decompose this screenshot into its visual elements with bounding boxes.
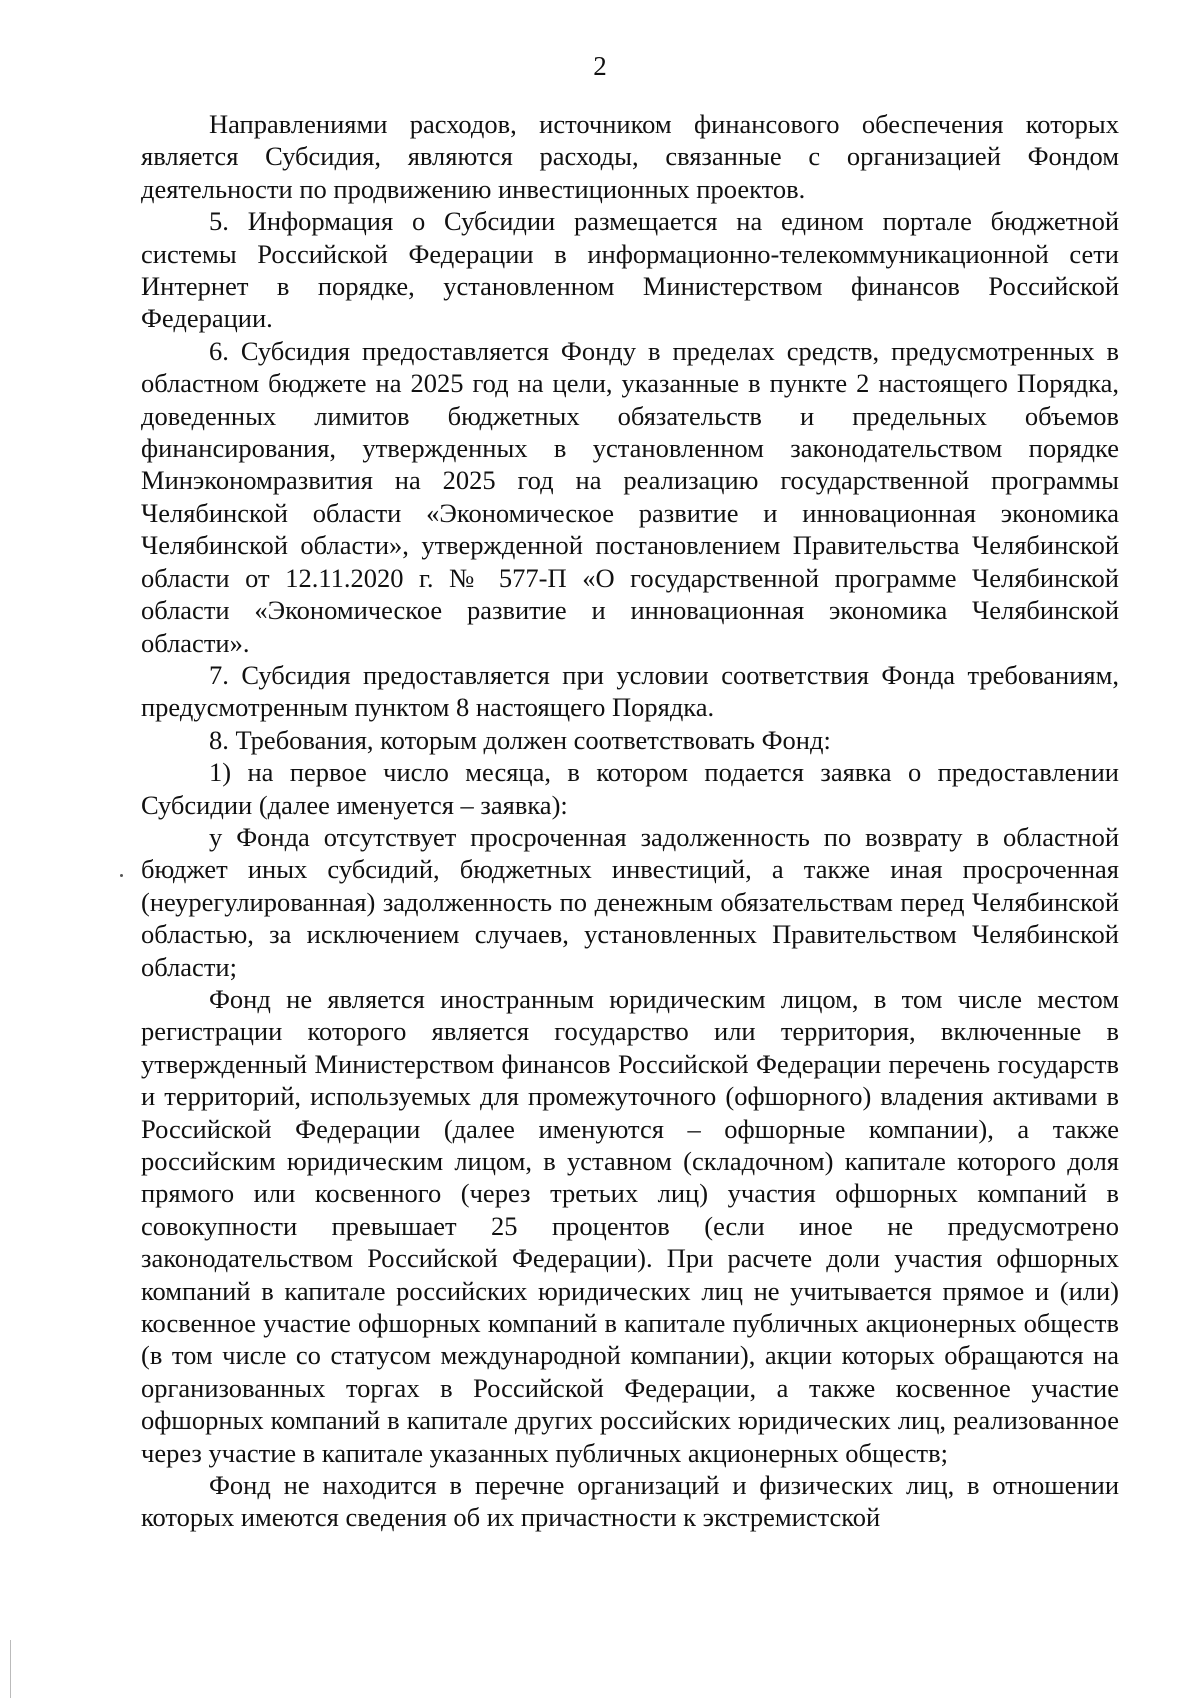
- paragraph-subitem-1: 1) на первое число месяца, в котором подается заявка о предоставлении Субсидии (далее именуется – заявка):: [141, 757, 1119, 820]
- document-body: [141, 108, 1119, 1534]
- paragraph-not-in-extremist-list: Фонд не находится в перечне организаций и физических лиц, в отношении которых имеются сведения об их причастности к экстремистской: [141, 1470, 1119, 1533]
- paragraph-item-7: 7. Субсидия предоставляется при условии соответствия Фонда требованиям, предусмотренным пунктом 8 настоящего Порядка.: [141, 659, 1119, 723]
- page-number: 2: [593, 51, 607, 81]
- paragraph-expense-directions: Направлениями расходов, источником финансового обеспечения которых является Субсидия, являются расходы, связанные с организацией Фондом деятельности по продвижению инвестиционных проектов.: [141, 109, 1119, 204]
- paragraph-no-overdue-debt: у Фонда отсутствует просроченная задолженность по возврату в областной бюджет иных субсидий, бюджетных инвестиций, а также иная просроченная (неурегулированная) задолженность по денежным обязательствам перед Челябинской областью, за исключением случаев, установленных Правительством Челябинской области;: [141, 821, 1119, 982]
- scan-edge-line: [10, 1640, 11, 1698]
- paragraph-item-5: 5. Информация о Субсидии размещается на едином портале бюджетной системы Российской Федерации в информационно-телекоммуникационной сети Интернет в порядке, установленном Министерством финансов Российской Федерации.: [141, 206, 1119, 334]
- scan-dot-mark: [120, 874, 123, 877]
- paragraph-not-foreign-entity: Фонд не является иностранным юридическим лицом, в том числе местом регистрации которого является государство или территория, включенные в утвержденный Министерством финансов Российской Федерации перечень государств и территорий, используемых для промежуточного (офшорного) владения активами в Российской Федерации (далее именуются – офшорные компании), а также российским юридическим лицом, в уставном (складочном) капитале которого доля прямого или косвенного (через третьих лиц) участия офшорных компаний в совокупности превышает 25 процентов (если иное не предусмотрено законодательством Российской Федерации). При расчете доли участия офшорных компаний в капитале российских юридических лиц не учитывается прямое и (или) косвенное участие офшорных компаний в капитале публичных акционерных обществ (в том числе со статусом международной компании), акции которых обращаются на организованных торгах в Российской Федерации, а также косвенное участие офшорных компаний в капитале других российских юридических лиц, реализованное через участие в капитале указанных публичных акционерных обществ;: [141, 983, 1119, 1468]
- paragraph-item-8: 8. Требования, которым должен соответствовать Фонд:: [209, 724, 831, 755]
- paragraph-item-6: 6. Субсидия предоставляется Фонду в пределах средств, предусмотренных в областном бюджете на 2025 год на цели, указанные в пункте 2 настоящего Порядка, доведенных лимитов бюджетных обязательств и предельных объемов финансирования, утвержденных в установленном законодательством порядке Минэкономразвития на 2025 год на реализацию государственной программы Челябинской области «Экономическое развитие и инновационная экономика Челябинской области», утвержденной постановлением Правительства Челябинской области от 12.11.2020 г. № 577-П «О государственной программе Челябинской области «Экономическое развитие и инновационная экономика Челябинской области».: [141, 335, 1119, 658]
